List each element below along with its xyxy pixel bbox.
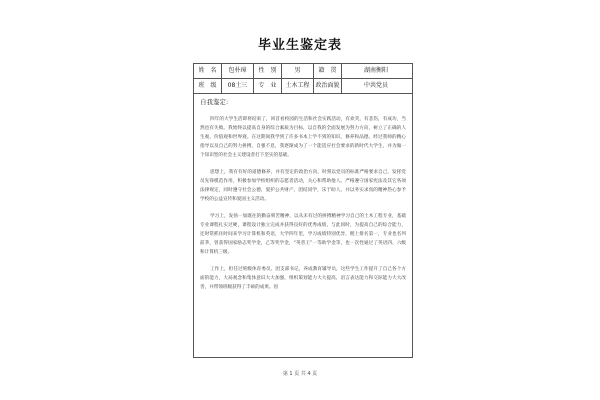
- page-number: 第 1 页 共 4 页: [282, 371, 318, 377]
- self-assessment-box: [194, 94, 412, 357]
- assessment-paragraph: 思想上，我有有好的道德修养，并有坚定的政治方向，时刻以党员的标准严格要求自己，发挥党员先锋模范作用，积极参加学校组织的志愿者活动，关心和帮助他人。严格遵守国家宪法及其它各项法律规定，同时遵守社会公德，爱护公共财产，团结同学，乐于助人，并以务实求真的精神热心参予学校的公益宣传和爱国主义活动。: [200, 170, 406, 202]
- table-row: [194, 79, 412, 94]
- political-status-label: 政治面貌: [314, 79, 342, 93]
- class-value: 08土三: [222, 79, 254, 93]
- political-status-value: 中共党员: [363, 82, 388, 89]
- class-label: 班 级: [194, 79, 222, 93]
- table-row: [194, 64, 412, 79]
- page-title: 毕业生鉴定表: [257, 38, 342, 53]
- name-label: 姓 名: [194, 64, 222, 78]
- gender-value: 男: [282, 64, 314, 78]
- assessment-paragraph: 学习上，发扬一加既往的勤奋刻苦精神，以从未有过的拼搏精神学习自己的土木工程专业，基础专业课程扎实过硬，课程设计独立完成并获得良好的优秀成绩，与此同时，为提高自己的综合能力，还时常抓住时间来学习计算机和英语，大学四年里，学习成绩特别优异，拥上排名第一，专业也名列前茅，曾获得国家励志奖学金，乙等奖学金，“英普王”一等助学金等，也一次性通过了英语四、六级和计算机三级。: [200, 214, 406, 255]
- name-value: 包朴璋: [222, 64, 254, 78]
- graduate-appraisal-table: [193, 63, 413, 358]
- self-assessment-heading: 自我鉴定:: [200, 98, 229, 106]
- gender-label: 性 别: [254, 64, 282, 78]
- major-label: 专 业: [254, 79, 282, 93]
- major-value: 土木工程: [282, 79, 314, 93]
- hometown-label: 籍 贯: [314, 64, 342, 78]
- assessment-paragraph: 工作上，担任过班级体育委员、团支部书记，养成教育辅导员，这些学生工作提升了自己各个方面的能力，大局观念和集体意识大大加强，组织策划能力大大提高，语言表达能力和交际能力大大改善，并带领班级获得了丰硕的成果。因: [200, 267, 406, 290]
- assessment-paragraph: 四年的大学生活即将结束了，回首看校园的生活和社会实践活动，有欢笑，有悲伤，有成功，当然也有失败。我始终以提高自身的综合素质为目标，以自我的全面发展为努力方向，树立了正确的人生观、价值观和世界观。在这期间我学到了许多书本上学不到的知识，修养和品德。经过我师的精心指导以及自己的努力拼搏，自强不息，我逐渐成为了一个能适应社会要求的新时代大学生，并为做一个知识型的社会主义建设者打下坚实的基础。: [200, 117, 406, 158]
- hometown-value: 湖南衡阳: [363, 67, 388, 74]
